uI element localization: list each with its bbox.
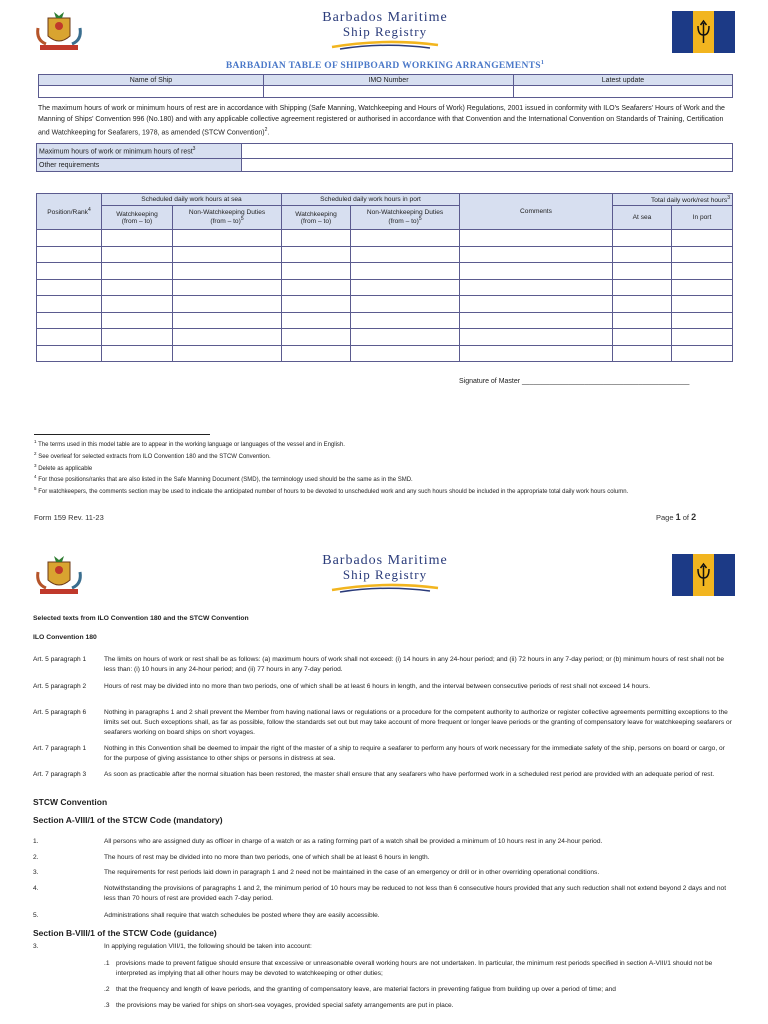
section-a-number: 3. — [33, 869, 39, 876]
work-row — [37, 279, 733, 296]
ship-info-table — [38, 74, 733, 98]
footnote-number: 2 — [34, 450, 37, 456]
port-watch-fromto: (from – to) — [300, 217, 332, 225]
page-title — [190, 60, 580, 71]
work-cell[interactable] — [173, 279, 282, 296]
page-total: 2 — [691, 512, 697, 522]
other-requirements-label: Other requirements — [37, 159, 242, 172]
org-name-line1: Barbados Maritime — [322, 10, 448, 25]
col-group-port: Scheduled daily work hours in port — [282, 194, 460, 206]
section-a-number: 2. — [33, 854, 39, 861]
section-a-text: The requirements for rest periods laid down in paragraph 1 and 2 need not be maintained in the case of an emergency or drill or in other overriding operational conditions. — [104, 869, 600, 876]
section-a-text: Administrations shall require that watch schedules be posted where they are easily accessible. — [104, 912, 380, 919]
ilo-article-text: Nothing in this Convention shall be deemed to impair the right of the master of a ship to require a seafarer to perform any hours of work necessary for the immediate safety of the ship, persons on board or cargo, or for the purpose of giving assistance to other ships or persons in distress at sea. — [104, 745, 725, 762]
ilo-article-text: Hours of rest may be divided into no more than two periods, one of which shall be at least 6 hours in length, and the interval between consecutive periods of rest shall not exceed 14 hours. — [104, 683, 651, 690]
col-total-text: Total daily work/rest hours — [650, 197, 728, 205]
ilo-article-label: Art. 5 paragraph 6 — [33, 709, 87, 716]
section-b-number: .3 — [104, 1002, 110, 1009]
ilo-article-label: Art. 7 paragraph 3 — [33, 771, 87, 778]
footnote-number: 4 — [34, 474, 37, 480]
col-total-at-sea: At sea — [613, 206, 672, 230]
max-hours-text: Maximum hours of work or minimum hours of rest — [39, 148, 193, 156]
section-b-number: .1 — [104, 960, 110, 967]
work-cell[interactable] — [672, 312, 733, 329]
title-footnote-ref: 1 — [540, 60, 545, 66]
port-nonwatch-label: Non-Watchkeeping Duties — [366, 209, 444, 217]
sea-nonwatch-fromto: (from – to) — [210, 218, 241, 226]
other-requirements-field[interactable] — [242, 159, 733, 172]
work-cell[interactable] — [460, 246, 613, 263]
work-cell[interactable] — [351, 345, 460, 362]
work-cell[interactable] — [173, 263, 282, 280]
work-row — [37, 230, 733, 247]
ilo-article-label: Art. 7 paragraph 1 — [33, 745, 87, 752]
work-cell[interactable] — [37, 246, 102, 263]
section-a-title: Section A-VIII/1 of the STCW Code (mandatory) — [33, 815, 223, 825]
work-cell[interactable] — [102, 329, 173, 346]
col-port-watchkeeping — [282, 206, 351, 230]
work-cell[interactable] — [613, 296, 672, 313]
work-cell[interactable] — [672, 230, 733, 247]
work-cell[interactable] — [102, 279, 173, 296]
sea-nonwatch-label: Non-Watchkeeping Duties — [188, 209, 266, 217]
imo-number-field[interactable] — [264, 86, 514, 98]
section-a-number: 1. — [33, 838, 39, 845]
col-imo-number: IMO Number — [264, 75, 514, 86]
ilo-convention-title: ILO Convention 180 — [33, 634, 97, 641]
section-a-text: Notwithstanding the provisions of paragraphs 1 and 2, the minimum period of 10 hours may be reduced to not less than 6 consecutive hours provided that any such reduction shall not extend beyond 2 days and not less than 70 hours of rest are provided each 7-day period. — [104, 885, 727, 902]
work-cell[interactable] — [672, 263, 733, 280]
col-port-nonwatch — [351, 206, 460, 230]
work-cell[interactable] — [351, 296, 460, 313]
work-cell[interactable] — [37, 279, 102, 296]
footnote-divider — [34, 434, 210, 435]
page-current: 1 — [675, 512, 681, 522]
work-cell[interactable] — [460, 329, 613, 346]
page-prefix: Page — [656, 513, 674, 522]
col-group-sea: Scheduled daily work hours at sea — [102, 194, 282, 206]
work-row — [37, 345, 733, 362]
work-cell[interactable] — [282, 345, 351, 362]
work-cell[interactable] — [351, 230, 460, 247]
barbados-flag-icon — [672, 11, 735, 53]
ilo-article-text: The limits on hours of work or rest shall be as follows: (a) maximum hours of work shall not exceed: (i) 14 hours in any 24-hour period; and (ii) 72 hours in any 7-day period; or (b) minimum hours of rest shall not be less than: (i) 10 hours in any 24-hour period; and (ii) 77 hours in any 7-day period. — [104, 656, 725, 673]
barbados-crest-icon — [32, 10, 86, 54]
col-position-text: Position/Rank — [47, 209, 88, 217]
work-cell[interactable] — [282, 329, 351, 346]
work-cell[interactable] — [460, 263, 613, 280]
sea-nonwatch-footnote-ref: 5 — [240, 216, 244, 223]
name-of-ship-field[interactable] — [39, 86, 264, 98]
section-a-text: The hours of rest may be divided into no more than two periods, one of which shall be at least 6 hours in length. — [104, 854, 430, 861]
ilo-article-label: Art. 5 paragraph 1 — [33, 656, 87, 663]
port-watch-label: Watchkeeping — [295, 210, 337, 218]
swoosh-icon — [330, 40, 440, 50]
section-a-text: All persons who are assigned duty as officer in charge of a watch or as a rating forming part of a watch shall be provided a minimum of 10 hours rest in any 24-hour period. — [104, 838, 603, 845]
col-total-in-port: In port — [672, 206, 733, 230]
work-row — [37, 296, 733, 313]
org-logo-p2 — [300, 553, 470, 593]
work-cell[interactable] — [613, 345, 672, 362]
work-row — [37, 329, 733, 346]
work-cell[interactable] — [613, 230, 672, 247]
work-row — [37, 263, 733, 280]
footnote — [34, 438, 734, 450]
work-cell[interactable] — [460, 312, 613, 329]
work-cell[interactable] — [282, 296, 351, 313]
swoosh-icon-p2 — [330, 583, 440, 593]
work-cell[interactable] — [37, 345, 102, 362]
work-cell[interactable] — [37, 296, 102, 313]
col-name-of-ship: Name of Ship — [39, 75, 264, 86]
work-row — [37, 246, 733, 263]
work-cell[interactable] — [173, 246, 282, 263]
work-cell[interactable] — [672, 345, 733, 362]
ilo-article-text: Nothing in paragraphs 1 and 2 shall prevent the Member from having national laws or regulations or a procedure for the competent authority to authorize or register collective agreements permitting exceptions to the limits set out. Such exceptions shall, as far as possible, follow the standards set out but may take account of more frequent or longer leave periods or the granting of compensatory leave for watchkeeping seafarers or seafarers working on board ships on short voyages. — [104, 709, 732, 736]
org-logo — [300, 10, 470, 50]
footnote-text: For those positions/ranks that are also listed in the Safe Manning Document (SMD), the terminology used should be the same as in the SMD. — [38, 477, 413, 484]
work-cell[interactable] — [672, 329, 733, 346]
intro-paragraph-text: The maximum hours of work or minimum hours of rest are in accordance with Shipping (Safe Manning, Watchkeeping and Hours of Work) Regulations, 2001 issued in conformity with ILO's Seafarers' Hours of Work and the Manning of Ships' Convention 996 (No.180) and with any applicable collective agreement registered or authorised in accordance with that Convention and the International Convention on Standards of Training, Certification and Watchkeeping for Seafarers, 1978, as amended (STCW Convention) — [38, 105, 725, 137]
footnotes — [34, 438, 734, 497]
section-b-text: the provisions may be varied for ships on short-sea voyages, provided special safety arrangements are put in place. — [116, 1002, 454, 1009]
ilo-article-text: As soon as practicable after the normal situation has been restored, the master shall ensure that any seafarers who have performed work in a scheduled rest period are provided with an adequate period of rest. — [104, 771, 715, 778]
work-cell[interactable] — [460, 230, 613, 247]
work-cell[interactable] — [282, 279, 351, 296]
position-footnote-ref: 4 — [87, 206, 91, 213]
work-cell[interactable] — [672, 279, 733, 296]
work-cell[interactable] — [613, 312, 672, 329]
col-comments: Comments — [460, 194, 613, 230]
work-cell[interactable] — [102, 296, 173, 313]
work-cell[interactable] — [282, 312, 351, 329]
intro-footnote-ref: 2 — [264, 127, 268, 133]
work-cell[interactable] — [351, 312, 460, 329]
total-footnote-ref: 3 — [727, 194, 730, 201]
work-cell[interactable] — [173, 230, 282, 247]
work-cell[interactable] — [672, 246, 733, 263]
org-name-line2: Ship Registry — [342, 24, 428, 39]
footnote-text: The terms used in this model table are to appear in the working language or languages of the vessel and in English. — [38, 442, 345, 448]
sea-watch-label: Watchkeeping — [116, 210, 158, 218]
footnote-number: 3 — [34, 462, 37, 468]
footnote — [34, 485, 734, 497]
footnote-number: 5 — [34, 486, 37, 492]
work-cell[interactable] — [102, 246, 173, 263]
work-row — [37, 312, 733, 329]
section-b-intro: In applying regulation VIII/1, the following should be taken into account: — [104, 943, 312, 950]
work-hours-table — [36, 193, 733, 362]
port-nonwatch-footnote-ref: 5 — [418, 216, 422, 223]
work-cell[interactable] — [173, 296, 282, 313]
port-nonwatch-fromto: (from – to) — [388, 218, 419, 226]
section-b-text: provisions made to prevent fatigue should ensure that excessive or unreasonable overall working hours are not undertaken. In particular, the minimum rest periods specified in section A-VIII/1 should not be interpreted as implying that all other hours may be devoted to watchkeeping or other duties; — [116, 960, 713, 977]
work-cell[interactable] — [102, 230, 173, 247]
work-cell[interactable] — [351, 329, 460, 346]
page-number — [656, 512, 696, 522]
max-hours-footnote-ref: 3 — [192, 146, 196, 153]
footnote-number: 1 — [34, 439, 37, 444]
col-group-total — [613, 194, 733, 206]
page-of: of — [682, 513, 689, 522]
work-cell[interactable] — [173, 312, 282, 329]
col-sea-nonwatch — [173, 206, 282, 230]
section-b-n: 3. — [33, 943, 39, 950]
section-b-number: .2 — [104, 986, 110, 993]
intro-paragraph: The maximum hours of work or minimum hours of rest are in accordance with Shipping (Safe Manning, Watchkeeping and Hours of Work) Regulations, 2001 issued in conformity with ILO's Seafarers' Hours of Work and the Manning of Ships' Convention 996 (No.180) and with any applicable collective agreement registered or authorised in accordance with that Convention and the International Convention on Standards of Training, Certification and Watchkeeping for Seafarers, 1978, as amended (STCW Convention)$^2$. — [38, 105, 725, 137]
work-cell[interactable] — [613, 329, 672, 346]
section-b-text: that the frequency and length of leave periods, and the granting of compensatory leave, are material factors in preventing fatigue from building up over a period of time; and — [116, 986, 616, 993]
work-cell[interactable] — [102, 345, 173, 362]
signature-line[interactable]: Signature of Master ___________________________________________ — [459, 378, 690, 385]
latest-update-field[interactable] — [514, 86, 733, 98]
work-cell[interactable] — [102, 312, 173, 329]
col-position-rank — [37, 194, 102, 230]
footnote-text: For watchkeepers, the comments section may be used to indicate the anticipated number of hours to be devoted to unscheduled work and any such hours should be included in the appropriate total daily work hours column. — [38, 489, 629, 496]
max-hours-field[interactable] — [242, 144, 733, 159]
work-cell[interactable] — [613, 263, 672, 280]
work-cell[interactable] — [37, 263, 102, 280]
work-cell[interactable] — [173, 345, 282, 362]
work-cell[interactable] — [351, 246, 460, 263]
work-cell[interactable] — [460, 345, 613, 362]
footnote-text: Delete as applicable — [38, 465, 93, 472]
work-cell[interactable] — [351, 279, 460, 296]
section-a-number: 4. — [33, 885, 39, 892]
stcw-title: STCW Convention — [33, 797, 108, 807]
max-hours-label — [37, 144, 242, 159]
org-name-line1-p2: Barbados Maritime — [322, 553, 448, 568]
work-cell[interactable] — [282, 230, 351, 247]
footnote — [34, 462, 734, 474]
page-title-text: BARBADIAN TABLE OF SHIPBOARD WORKING ARRANGEMENTS — [225, 61, 541, 72]
work-cell[interactable] — [282, 246, 351, 263]
section-b-title: Section B-VIII/1 of the STCW Code (guidance) — [33, 928, 217, 938]
col-sea-watchkeeping — [102, 206, 173, 230]
form-number: Form 159 Rev. 11-23 — [34, 513, 104, 522]
sea-watch-fromto: (from – to) — [121, 217, 153, 225]
work-cell[interactable] — [460, 279, 613, 296]
selected-texts-title: Selected texts from ILO Convention 180 and the STCW Convention — [33, 615, 249, 622]
work-cell[interactable] — [173, 329, 282, 346]
work-cell[interactable] — [282, 263, 351, 280]
work-cell[interactable] — [102, 263, 173, 280]
barbados-flag-icon-p2 — [672, 554, 735, 596]
work-cell[interactable] — [37, 230, 102, 247]
work-cell[interactable] — [37, 312, 102, 329]
footnote — [34, 473, 734, 485]
footnote-text: See overleaf for selected extracts from ILO Convention 180 and the STCW Convention. — [38, 453, 271, 460]
work-cell[interactable] — [460, 296, 613, 313]
work-cell[interactable] — [351, 263, 460, 280]
work-cell[interactable] — [613, 246, 672, 263]
footnote — [34, 450, 734, 462]
section-a-number: 5. — [33, 912, 39, 919]
work-cell[interactable] — [613, 279, 672, 296]
work-cell[interactable] — [37, 329, 102, 346]
org-name-line2-p2: Ship Registry — [342, 567, 428, 582]
ilo-article-label: Art. 5 paragraph 2 — [33, 683, 87, 690]
work-cell[interactable] — [672, 296, 733, 313]
col-latest-update: Latest update — [514, 75, 733, 86]
barbados-crest-icon-p2 — [32, 554, 86, 598]
requirements-table — [36, 143, 733, 172]
